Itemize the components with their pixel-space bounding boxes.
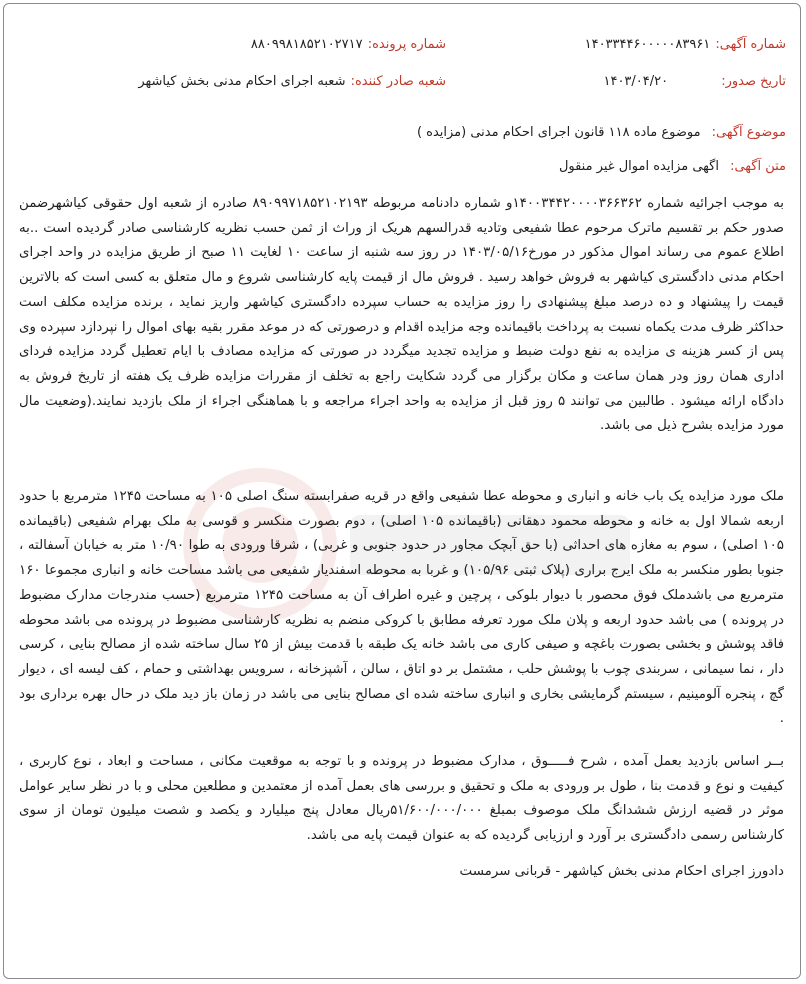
issuer bbox=[138, 70, 446, 89]
ad-number bbox=[585, 33, 786, 52]
text-heading bbox=[559, 155, 786, 174]
valuation-paragraph: بــر اساس بازدید بعمل آمده ، شرح فـــــوق ، مدارک مضبوط در پرونده و با توجه به موقعیت مکانی ، مساحت و ابعاد ، نوع کاربری ، کیفیت و نوع و قدمت بنا ، طول بر ورودی به ملک و تحقیق و بررسی های بعمل آمده از معتمدین و مطلعین محلی و با در نظر سایر عوامل موثر در قضیه ارزش ششدانگ ملک موصوف بمبلغ ۵۱/۶۰۰/۰۰۰/۰۰۰ریال معادل پنج میلیارد و یکصد و شصت میلیون تومان از سوی کارشناس رسمی دادگستری بر آورد و ارزیابی گردیده که به عنوان قیمت پایه می باشد. bbox=[19, 754, 784, 844]
issue-date-value: ۱۴۰۳/۰۴/۲۰ bbox=[603, 74, 669, 89]
case-number-value: ۸۸۰۹۹۸۱۸۵۲۱۰۲۷۱۷ bbox=[250, 37, 363, 52]
text-heading-label: متن آگهی: bbox=[730, 159, 786, 174]
issue-date bbox=[603, 70, 786, 89]
issue-date-label: تاریخ صدور: bbox=[721, 74, 786, 89]
issuer-value: شعبه اجرای احکام مدنی بخش کیاشهر bbox=[138, 74, 346, 89]
ad-number-label: شماره آگهی: bbox=[715, 37, 786, 52]
subject bbox=[417, 121, 786, 140]
ad-number-value: ۱۴۰۳۳۴۴۶۰۰۰۰۰۸۳۹۶۱ bbox=[584, 37, 711, 52]
text-heading-value: اگهی مزایده اموال غیر منقول bbox=[558, 159, 719, 174]
property-description-paragraph: ملک مورد مزایده یک باب خانه و انباری و محوطه عطا شفیعی واقع در قریه صفرابسته سنگ اصلی ۱۰۵ به مساحت ۱۲۴۵ مترمربع با حدود اربعه شمالا اول به خانه و محوطه محمود دهقانی (باقیمانده ۱۰۵ اصلی) ، دوم بصورت منکسر و قوسی به ملک بهرام شفیعی (باقیمانده ۱۰۵ اصلی) ، سوم به مغازه های احداثی (با حق آبچک مجاور در حدود جنوبی و غربی) ، شرقا ورودی به طوا ۱۰/۹۰ متر به خیابان آسفالته ، جنوبا بطور منکسر به ملک ایرج براری (پلاک ثبتی ۱۰۵/۹۶) و غربا به محوطه اسفندیار شفیعی می باشد مساحت خانه و انباری مجموعا ۱۶۰ مترمربع می باشدملک فوق محصور با دیوار بلوکی ، پرچین و غیره اطراف آن به مساحت ۱۲۴۵ مترمربع (حسب مندرجات مدارک مضبوط در پرونده ) می باشد حدود اربعه و پلان ملک مورد تعرفه مطابق با کروکی منضم به نظریه کارشناسی مضبوط در پرونده می باشد محوطه فاقد پوشش و بخشی بصورت باغچه و صیفی کاری می باشد خانه یک طبقه با قدمت بیش از ۲۵ سال ساخته شده از مصالح بنایی ، کرسی دار ، نما سیمانی ، سربندی چوب با پوشش حلب ، مشتمل بر دو اتاق ، سالن ، آشپزخانه ، سرویس بهداشتی و حمام ، کف لیسه ای ، دیوار گچ ، پنجره آلومینیم ، سیستم گرمایشی بخاری و انباری ساخته شده ای مصالح بنایی می باشد در زمان باز دید ملک در حال بهره برداری بود . bbox=[19, 489, 784, 727]
issuer-label: شعبه صادر کننده: bbox=[350, 74, 446, 89]
announcement-paragraph: به موجب اجرائیه شماره ۱۴۰۰۳۴۴۲۰۰۰۰۳۶۶۳۶۲و شماره دادنامه مربوطه ۸۹۰۹۹۷۱۸۵۲۱۰۲۱۹۳ صادره از شعبه اول حقوقی کیاشهرضمن صدور حکم بر تقسیم ماترک مرحوم عطا شفیعی وتادیه قدرالسهم هریک از وراث از ثمن حسب نظریه کارشناسی صادر گردیده است ..به اطلاع عموم می رساند اموال مذکور در مورخ۱۴۰۳/۰۵/۱۶ در روز سه شنبه از ساعت ۱۰ لغایت ۱۱ صبح از طریق مزایده در واحد اجرای احکام مدنی دادگستری کیاشهر به فروش خواهد رسید . فروش مال از قیمت پایه کارشناسی شروع و مال متعلق به کسی است که بالاترین قیمت را پیشنهاد و ده درصد مبلغ پیشنهادی را روز مزایده به حساب سپرده دادگستری کیاشهر واریز نماید ، برنده مزایده مکلف است حداکثر ظرف مدت یکماه نسبت به پرداخت باقیمانده وجه مزایده اقدام و درصورتی که در موعد مقرر بقیه بهای اموال را نپردازد سپرده وی پس از کسر هزینه ی مزایده به نفع دولت ضبط و مزایده تجدید میگردد در صورتی که مزایده مصادف با ایام تعطیل گردد مزایده فردای اداری همان روز ودر همان ساعت و مکان برگزار می گردد شکایت راجع به تخلف از مقررات مزایده ظرف یک هفته از تاریخ فروش به دادگاه ارائه میشود . طالبین می توانند ۵ روز قبل از مزایده به واحد اجراء مراجعه و با هماهنگی اجراء از ملک بازدید نمایند.(وضعیت مال مورد مزایده بشرح ذیل می باشد. bbox=[19, 196, 784, 434]
signature: دادورز اجرای احکام مدنی بخش کیاشهر - قربانی سرمست bbox=[459, 864, 784, 879]
subject-value: موضوع ماده ۱۱۸ قانون اجرای احکام مدنی (مزایده ) bbox=[416, 125, 701, 140]
case-number bbox=[251, 33, 446, 52]
case-number-label: شماره پرونده: bbox=[367, 37, 446, 52]
subject-label: موضوع آگهی: bbox=[711, 125, 786, 140]
